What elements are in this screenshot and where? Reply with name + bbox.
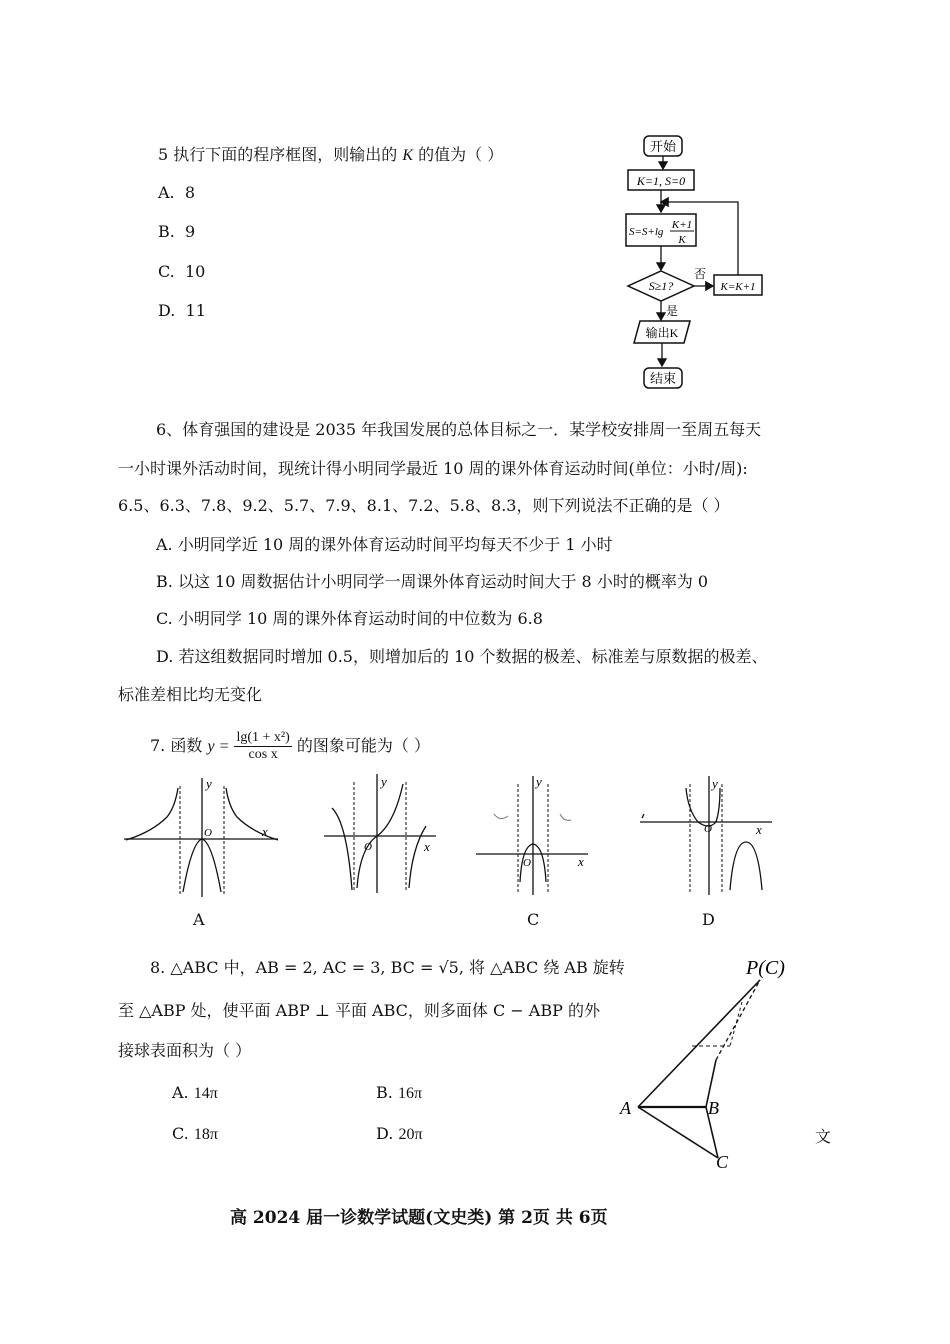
q6-line2: 一小时课外活动时间，现统计得小明同学最近 10 周的课外体育运动时间(单位：小时/周): [118,459,748,478]
flow-output-text: 输出K [645,326,679,340]
q7-graph-d [638,770,778,900]
flow-decision-text: S≥1? [648,279,674,293]
q7-graph-d-x: x [756,822,762,837]
q5-option-c-value: 10 [184,262,206,281]
q7-graph-a-y: y [206,776,212,791]
q8-option-c-value: 18π [193,1126,218,1143]
q8-option-d [376,1124,423,1144]
q7-graph-d-origin: O [704,823,712,835]
flow-increment-text: K=K+1 [720,281,756,293]
q8-line2: 至 △ABP 处，使平面 ABP ⊥ 平面 ABC，则多面体 C − ABP 的外 [118,1001,600,1020]
q7-stem [150,730,430,763]
page-footer: 高 2024 届一诊数学试题(文史类) 第 2页 共 6页 [230,1208,608,1228]
flow-assign-num: K+1 [671,219,693,231]
q5-option-a [158,183,195,202]
q7-graph-b [322,768,442,898]
q7-graph-a-x: x [262,824,268,839]
q8-label-c: C [716,1152,729,1172]
q7-graph-c-label: C [527,910,540,929]
q7-graph-c [474,770,594,900]
q7-stem-tail: 的图象可能为（ ） [296,736,430,755]
q7-graph-b-origin: O [364,841,372,853]
q7-graph-c-origin: O [523,857,531,869]
q7-stem-prefix: 函数 [170,736,203,755]
q6-option-d-cont: 标准差相比均无变化 [118,685,263,704]
q5-var-k: K [402,147,414,164]
q8-option-b [376,1083,422,1103]
q5-option-d [158,301,206,320]
q5-option-c-label: C. [158,262,175,281]
flow-start-text: 开始 [649,139,677,154]
flow-assign-den: K [678,234,686,246]
q8-option-c-label: C. [172,1124,189,1143]
q5-stem [158,145,503,166]
q6-line1 [156,420,761,440]
q6-option-b-text: 以这 10 周数据估计小明同学一周课外体育运动时间大于 8 小时的概率为 0 [177,572,709,591]
q7-number: 7. [150,736,166,755]
q6-option-a-label: A. [156,535,173,554]
q8-label-a: A [620,1098,631,1118]
q8-option-a-label: A. [172,1083,189,1102]
q5-option-d-value: 11 [185,301,206,320]
flow-yes-label: 是 [666,304,679,318]
flow-end-text: 结束 [649,371,677,386]
q8-option-a-value: 14π [193,1085,218,1102]
q8-line3: 接球表面积为（ ） [118,1041,252,1060]
q8-option-d-label: D. [376,1124,394,1143]
q5-stem-text: 执行下面的程序框图，则输出的 [173,145,398,164]
q7-fraction [234,730,291,763]
q8-option-c [172,1124,218,1144]
q6-option-a [156,535,613,555]
q7-graph-a-label: A [193,910,205,929]
q6-number: 6、 [156,420,183,439]
q8-figure [612,950,812,1180]
q7-y: y = [207,738,230,755]
q6-option-b-label: B. [156,572,173,591]
q5-flowchart [610,128,790,398]
q6-option-c-label: C. [156,609,173,628]
q5-number: 5 [158,145,169,164]
flow-no-label: 否 [694,267,707,281]
q7-graph-c-x: x [578,854,584,869]
q7-numerator: lg(1 + x²) [236,730,290,745]
q7-graph-b-x: x [424,839,430,854]
flow-init-text: K=1, S=0 [636,174,686,188]
q6-option-c [156,609,543,629]
q8-option-d-value: 20π [398,1126,423,1143]
q5-option-d-label: D. [158,301,176,320]
q5-option-b-value: 9 [185,222,196,241]
q8-option-a [172,1083,218,1103]
flow-assign-prefix: S=S+lg [629,226,664,238]
q8-number: 8. [150,958,166,977]
q7-graph-d-y: y [712,776,718,791]
q8-option-b-value: 16π [397,1085,423,1102]
q7-graph-a-origin: O [204,827,212,839]
q5-stem-tail: 的值为（ ） [418,145,504,164]
q7-graph-a [122,772,282,902]
q8-option-b-label: B. [376,1083,393,1102]
q8-line1 [150,958,625,978]
q7-graph-b-y: y [381,774,387,789]
q6-option-d [156,647,768,667]
q8-label-p: P(C) [746,957,785,979]
q7-graph-c-y: y [536,774,542,789]
q6-option-d-text: 若这组数据同时增加 0.5，则增加后的 10 个数据的极差、标准差与原数据的极差、 [178,647,768,666]
q6-line3: 6.5、6.3、7.8、9.2、5.7、7.9、8.1、7.2、5.8、8.3，则下列说法不正确的是（ ） [118,496,730,515]
q8-label-b: B [708,1098,719,1118]
q6-option-c-text: 小明同学 10 周的课外体育运动时间的中位数为 6.8 [177,609,543,628]
q6-line1-text: 体育强国的建设是 2035 年我国发展的总体目标之一．某学校安排周一至周五每天 [182,420,762,439]
q5-option-a-value: 8 [184,183,195,202]
q5-option-a-label: A. [158,183,175,202]
q5-option-b-label: B. [158,222,175,241]
margin-mark: 文 [815,1127,832,1146]
q7-graph-d-label: D [702,910,715,929]
q5-option-b [158,222,195,241]
q6-option-d-label: D. [156,647,174,666]
q6-option-a-text: 小明同学近 10 周的课外体育运动时间平均每天不少于 1 小时 [177,535,613,554]
q6-option-b [156,572,708,592]
q8-line1-text: △ABC 中，AB = 2, AC = 3, BC = √5, 将 △ABC 绕 AB 旋转 [170,958,625,977]
q7-denominator: cos x [248,747,278,762]
q5-option-c [158,262,205,281]
